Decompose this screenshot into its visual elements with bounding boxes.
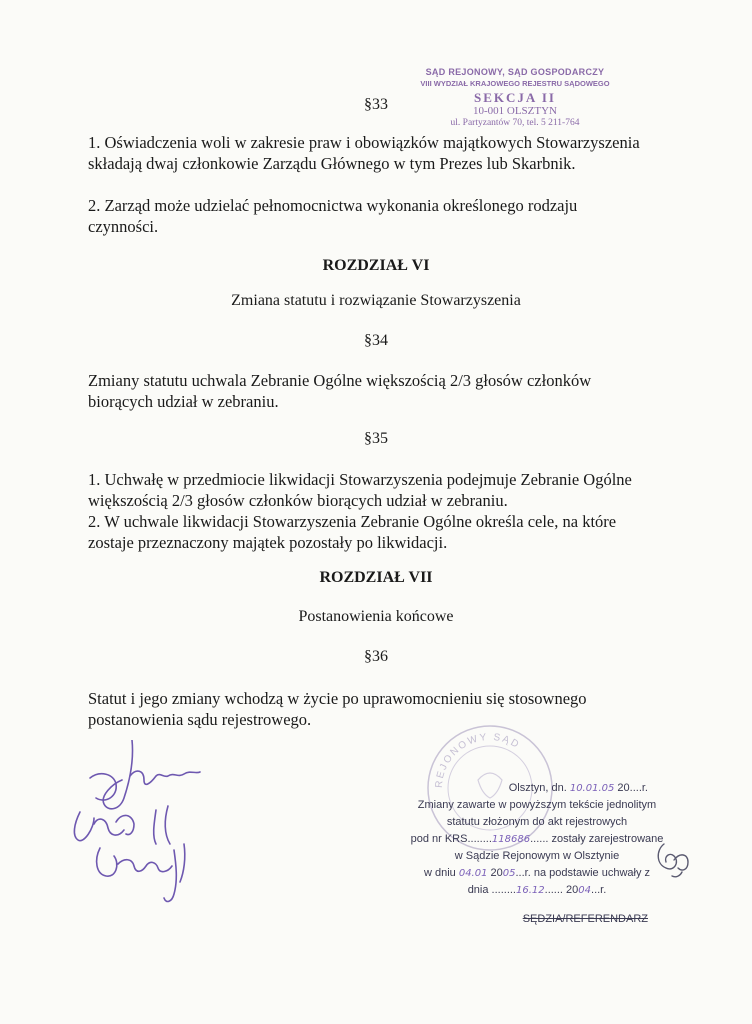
reg-stamp-krs-label: pod nr KRS........ xyxy=(410,833,492,845)
court-seal-text: REJONOWY SĄD xyxy=(433,731,522,789)
reg-stamp-judge-row xyxy=(392,911,682,928)
paragraph-34: Zmiany statutu uchwala Zebranie Ogólne większością 2/3 głosów członków biorących udział w zebraniu. xyxy=(88,371,592,411)
reg-stamp-date-label: Olsztyn, dn. xyxy=(508,782,570,794)
reg-stamp-resolution-label: dnia ........ xyxy=(467,884,516,896)
paragraph-33-1: 1. Oświadczenia woli w zakresie praw i obowiązków majątkowych Stowarzyszenia składają dwaj członkowie Zarządu Głównego w tym Prezes lub Skarbnik. xyxy=(88,133,640,173)
court-stamp-line3: SEKCJA II xyxy=(474,90,556,105)
reg-stamp-registered-label: w dniu xyxy=(423,867,459,879)
reg-stamp-registered-row xyxy=(392,865,682,882)
reg-stamp-line5: w Sądzie Rejonowym w Olsztynie xyxy=(454,850,620,862)
paragraph-36: Statut i jego zmiany wchodzą w życie po uprawomocnieniu się stosownego postanowienia sądu rejestrowego. xyxy=(88,689,587,729)
paragraph-35-2: 2. W uchwale likwidacji Stowarzyszenia Zebranie Ogólne określa cele, na które zostaje przeznaczony majątek pozostały po likwidacji. xyxy=(88,512,617,552)
reg-stamp-resolution-suffix: ...r. xyxy=(591,884,607,896)
reg-stamp-registered-year-handwritten: 05 xyxy=(502,868,516,879)
chapter-6-title: ROZDZIAŁ VI xyxy=(322,257,430,274)
section-heading-35: §35 xyxy=(364,430,388,447)
section-heading-33: §33 xyxy=(364,96,388,113)
reg-stamp-registered-mid: 20 xyxy=(487,867,503,879)
court-stamp-line2: VIII WYDZIAŁ KRAJOWEGO REJESTRU SĄDOWEGO xyxy=(420,79,610,88)
reg-stamp-judge-label: SĘDZIA/REFERENDARZ xyxy=(522,913,648,925)
reg-stamp-krs-handwritten: 118686 xyxy=(491,834,531,845)
chapter-6-subtitle: Zmiana statutu i rozwiązanie Stowarzyszenia xyxy=(231,292,521,309)
reg-stamp-line2: Zmiany zawarte w powyższym tekście jednolitym xyxy=(417,799,657,811)
section-heading-34: §34 xyxy=(364,332,388,349)
paragraph-35-1: 1. Uchwałę w przedmiocie likwidacji Stowarzyszenia podejmuje Zebranie Ogólne większością 2/3 głosów członków biorących udział w zebraniu. xyxy=(88,470,632,510)
reg-stamp-registered-suffix: ...r. na podstawie uchwały z xyxy=(515,867,651,879)
paragraph-33-2: 2. Zarząd może udzielać pełnomocnictwa wykonania określonego rodzaju czynności. xyxy=(88,196,578,236)
reg-stamp-krs-suffix: ...... zostały zarejestrowane xyxy=(530,833,664,845)
reg-stamp-date-row xyxy=(392,780,682,797)
reg-stamp-resolution-row xyxy=(392,882,682,899)
court-stamp-line1: SĄD REJONOWY, SĄD GOSPODARCZY xyxy=(425,67,605,77)
referendary-signature-graphic xyxy=(652,838,696,882)
section-heading-36: §36 xyxy=(364,648,388,665)
signatures-graphic xyxy=(60,740,230,910)
reg-stamp-registered-date-handwritten: 04.01 xyxy=(458,868,488,879)
reg-stamp-resolution-year-handwritten: 04 xyxy=(578,885,592,896)
court-stamp-line5: ul. Partyzantów 70, tel. 5 211-764 xyxy=(450,118,580,128)
court-stamp-line4: 10-001 OLSZTYN xyxy=(472,105,558,117)
registration-stamp xyxy=(392,780,682,928)
reg-stamp-krs-row xyxy=(392,831,682,848)
reg-stamp-line3: statutu złożonym do akt rejestrowych xyxy=(446,816,628,828)
reg-stamp-resolution-mid: ...... 20 xyxy=(544,884,579,896)
reg-stamp-resolution-date-handwritten: 16.12 xyxy=(516,885,545,896)
chapter-7-subtitle: Postanowienia końcowe xyxy=(298,608,454,625)
chapter-7-title: ROZDZIAŁ VII xyxy=(319,569,433,586)
reg-stamp-date-handwritten: 10.01.05 xyxy=(569,783,615,794)
reg-stamp-date-suffix: 20....r. xyxy=(614,782,648,794)
